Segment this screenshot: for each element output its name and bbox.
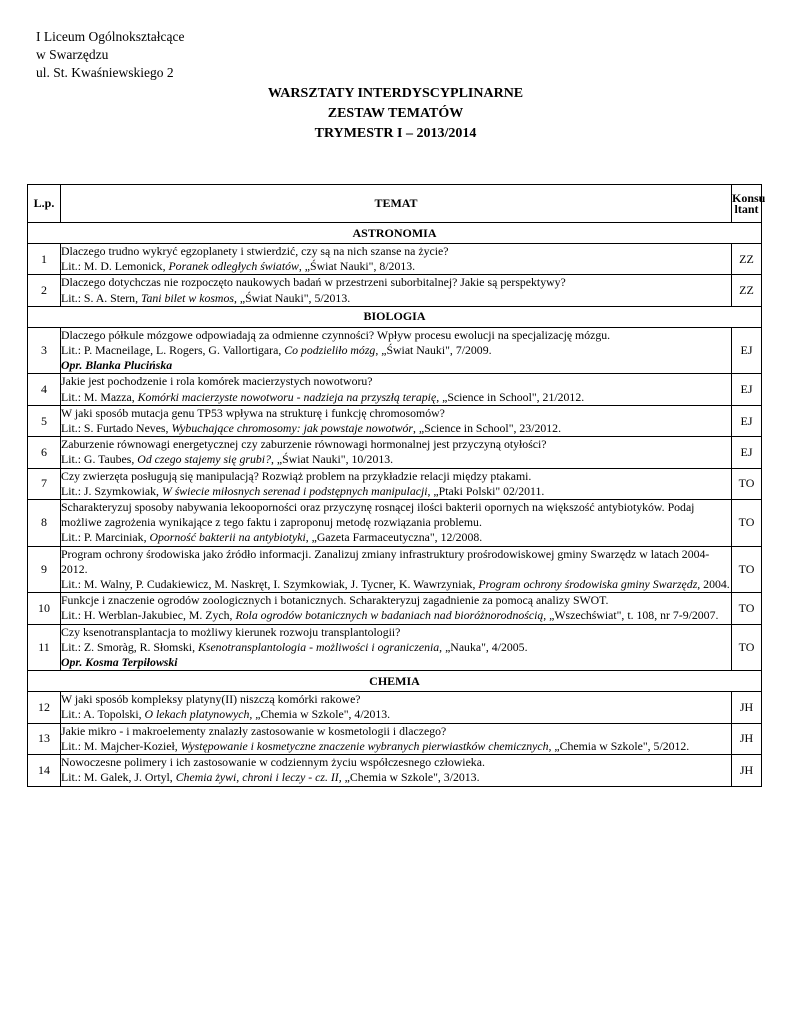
section-row [28,306,762,327]
literature-source: , „Świat Nauki", 7/2009. [375,343,492,358]
title-line-3: TRYMESTR I – 2013/2014 [314,126,477,141]
row-number: 11 [28,624,61,671]
literature-title: Tani bilet w kosmos [140,290,234,305]
topic-question: W jaki sposób mutacja genu TP53 wpływa na strukturę i funkcję chromosomów? [61,405,445,420]
row-number: 1 [28,244,61,275]
topic-literature [61,530,731,545]
topic-question: Dlaczego półkule mózgowe odpowiadają za odmienne czynności? Wpływ procesu ewolucji na specjalizację mózgu. [61,327,611,342]
literature-title: Oporność bakterii na antybiotyki [149,530,306,545]
literature-authors: Lit.: J. Szymkowiak, [61,483,162,498]
literature-source: „Chemia w Szkole", 5/2012. [554,738,690,753]
literature-authors: Lit.: P. Marciniak, [61,530,150,545]
section-row [28,671,762,692]
literature-source: , „Ptaki Polski" 02/2011. [427,483,545,498]
literature-source: , „Science in School", 23/2012. [413,421,562,436]
topic-literature [61,707,731,722]
topic-cell [61,692,732,723]
literature-source: , „Nauka", 4/2005. [439,639,528,654]
consultant-initials: EJ [732,374,762,405]
literature-authors: Lit.: Z. Smoràg, R. Słomski, [61,639,198,654]
topic-literature [61,421,731,436]
consultant-initials: EJ [732,327,762,374]
topic-author: Opr. Blanka Plucińska [61,358,173,373]
topic-cell [61,405,732,436]
topic-row [28,468,762,499]
literature-source: , „Świat Nauki", 5/2013. [233,290,351,305]
row-number: 9 [28,546,61,593]
literature-authors: Lit.: M. Mazza, [61,389,138,404]
topic-question: Dlaczego trudno wykryć egzoplanety i stwierdzić, czy są na nich szanse na życie? [61,244,449,258]
topic-question: Program ochrony środowiska jako źródło informacji. Zanalizuj zmiany infrastruktury prośrodowiskowej gminy Swarzędz w latach 2004-2012. [61,546,710,576]
literature-authors: Lit.: M. Majcher-Kozieł, [61,738,181,753]
consultant-initials: JH [732,692,762,723]
literature-title: Od czego stajemy się grubi? [137,452,271,467]
topic-question: Zaburzenie równowagi energetycznej czy zaburzenie równowagi hormonalnej jest przyczyną otyłości? [61,437,547,452]
topic-row [28,755,762,786]
topic-cell [61,755,732,786]
literature-authors: Lit.: M. Walny, P. Cudakiewicz, M. Naskręt, I. Szymkowiak, J. Tycner, K. Wawrzyniak, [61,577,479,592]
literature-source: „Chemia w Szkole", 4/2013. [255,707,391,722]
topic-literature [61,452,731,467]
topic-cell [61,244,732,275]
consultant-initials: TO [732,468,762,499]
literature-title: Występowanie i kosmetyczne znaczenie wybranych pierwiastków chemicznych, [180,738,555,753]
row-number: 3 [28,327,61,374]
topic-question: Czy ksenotransplantacja to możliwy kierunek rozwoju transplantologii? [61,624,401,639]
consultant-initials: TO [732,593,762,624]
topic-cell [61,723,732,754]
literature-title: Co podzieliło mózg [284,343,376,358]
literature-authors: Lit.: M. D. Lemonick, [61,259,169,274]
literature-source: , „Gazeta Farmaceutyczna", 12/2008. [305,530,483,545]
topic-question: Funkcje i znaczenie ogrodów zoologicznych i botanicznych. Scharakteryzuj zagadnienie za pomocą analizy SWOT. [61,593,609,608]
table-body [28,223,762,787]
literature-authors: Lit.: S. A. Stern, [61,290,141,305]
row-number: 14 [28,755,61,786]
school-street: ul. St. Kwaśniewskiego 2 [36,65,174,80]
consultant-initials: TO [732,500,762,547]
literature-authors: Lit.: A. Topolski, [61,707,145,722]
row-number: 5 [28,405,61,436]
literature-title: W świecie miłosnych serenad i podstępnych manipulacji [161,483,428,498]
consultant-initials: ZZ [732,275,762,306]
topic-literature [61,640,731,655]
topic-row [28,723,762,754]
literature-title: Ksenotransplantologia - możliwości i ograniczenia [197,639,440,654]
topic-author: Opr. Kosma Terpiłowski [61,655,178,670]
literature-source: , „Świat Nauki", 8/2013. [298,259,416,274]
topic-row [28,692,762,723]
literature-authors: Lit.: P. Macneilage, L. Rogers, G. Vallortigara, [61,343,285,358]
consultant-initials: EJ [732,405,762,436]
header-konsultant [732,185,766,223]
consultant-initials: ZZ [732,244,762,275]
literature-source: , „Świat Nauki", 10/2013. [270,452,394,467]
topic-cell [61,374,732,405]
topic-literature [61,608,731,623]
row-number: 8 [28,500,61,547]
title-line-2: ZESTAW TEMATÓW [327,106,464,121]
literature-title: Program ochrony środowiska gminy Swarzędz, [478,577,701,592]
row-number: 4 [28,374,61,405]
topic-literature [61,259,731,274]
topic-row [28,405,762,436]
topic-question: Czy zwierzęta posługują się manipulacją? Rozwiąż problem na przykładzie relacji między ptakami. [61,468,532,483]
topic-cell [61,437,732,468]
topic-row [28,437,762,468]
topic-cell [61,500,732,547]
topic-cell [61,327,732,374]
section-row [28,223,762,244]
header-konsultant-line1: Konsu [732,190,766,205]
topic-literature [61,291,731,306]
row-number: 2 [28,275,61,306]
topic-cell [61,468,732,499]
literature-title: Rola ogrodów botanicznych w badaniach nad bioróżnorodnością [235,608,544,623]
topic-question: Nowoczesne polimery i ich zastosowanie w codziennym życiu współczesnego człowieka. [61,755,485,770]
literature-authors: Lit.: H. Werblan-Jakubiec, M. Zych, [61,608,236,623]
literature-authors: Lit.: M. Galek, J. Ortyl, [61,770,176,785]
section-title: BIOLOGIA [28,306,762,327]
topic-row [28,546,762,593]
topic-literature [61,343,731,358]
section-title: ASTRONOMIA [28,223,762,244]
topic-row [28,593,762,624]
literature-title: Poranek odległych światów [168,259,299,274]
topic-row [28,374,762,405]
school-name: I Liceum Ogólnokształcące [36,29,185,44]
title-line-1: WARSZTATY INTERDYSCYPLINARNE [267,86,524,101]
literature-title: O lekach platynowych, [144,707,256,722]
row-number: 6 [28,437,61,468]
literature-title: Komórki macierzyste nowotworu - nadzieja na przyszłą terapię [137,389,437,404]
topic-literature [61,390,731,405]
literature-authors: Lit.: G. Taubes, [61,452,138,467]
consultant-initials: TO [732,546,762,593]
consultant-initials: TO [732,624,762,671]
topic-question: Dlaczego dotychczas nie rozpoczęto naukowych badań w przestrzeni suborbitalnej? Jakie są perspektywy? [61,275,566,290]
header-konsultant-line2: ltant [734,201,759,216]
table-header-row [28,185,762,223]
school-address [36,28,184,82]
topic-row [28,244,762,275]
topic-row [28,327,762,374]
topic-row [28,500,762,547]
literature-source: , „Science in School", 21/2012. [436,389,585,404]
topic-cell [61,624,732,671]
topic-cell [61,546,732,593]
document-title [0,84,791,144]
topic-literature [61,739,731,754]
topic-question: Scharakteryzuj sposoby nabywania lekooporności oraz przyczynę rosnącej ilości bakterii opornych na większość antybiotyków. Podaj możliwe zagrożenia wynikające z tego faktu i zaproponuj metodę rozwiązania problemu. [61,500,695,530]
consultant-initials: JH [732,723,762,754]
topic-literature [61,484,731,499]
topic-question: W jaki sposób kompleksy platyny(II) niszczą komórki rakowe? [61,692,361,707]
section-title: CHEMIA [28,671,762,692]
row-number: 7 [28,468,61,499]
literature-source: „Chemia w Szkole", 3/2013. [344,770,480,785]
literature-source: , „Wszechświat", t. 108, nr 7-9/2007. [543,608,719,623]
header-lp: L.p. [28,185,61,223]
row-number: 10 [28,593,61,624]
literature-authors: Lit.: S. Furtado Neves, [61,421,172,436]
topic-question: Jakie mikro - i makroelementy znalazły zastosowanie w kosmetologii i dlaczego? [61,723,447,738]
topic-row [28,275,762,306]
topics-table [27,184,766,787]
topic-row [28,624,762,671]
header-temat: TEMAT [61,185,732,223]
consultant-initials: EJ [732,437,762,468]
row-number: 13 [28,723,61,754]
literature-title: Wybuchające chromosomy: jak powstaje nowotwór [171,421,414,436]
topic-cell [61,275,732,306]
literature-source: 2004. [700,577,730,592]
consultant-initials: JH [732,755,762,786]
topic-literature [61,770,731,785]
topic-cell [61,593,732,624]
row-number: 12 [28,692,61,723]
topic-question: Jakie jest pochodzenie i rola komórek macierzystych nowotworu? [61,374,373,389]
literature-title: Chemia żywi, chroni i leczy - cz. II, [175,770,345,785]
topic-literature [61,577,731,592]
school-city: w Swarzędzu [36,47,109,62]
